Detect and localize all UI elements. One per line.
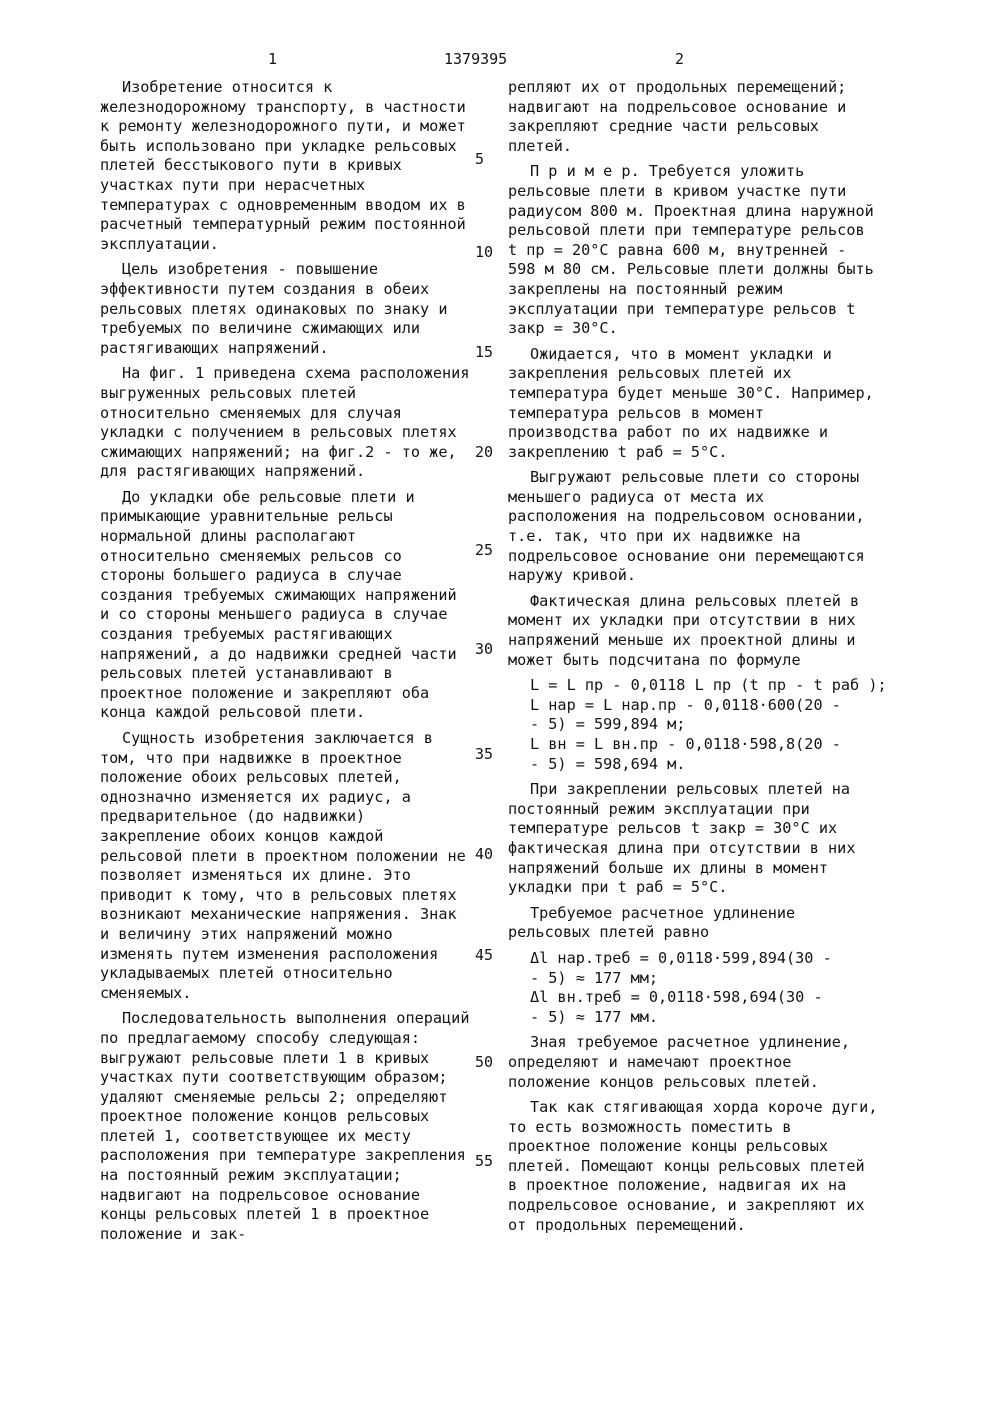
line-number: 55 [475,1152,494,1170]
paragraph-expected-temperature: Ожидается, что в момент укладки и закрепления рельсовых плетей их температура будет меньше 30°C. Например, температура рельсов в момент производства работ по их надвижке и закреплению t раб = 5°C. [508,344,874,461]
left-column [100,78,472,1250]
paragraph-field: Изобретение относится к железнодорожному транспорту, в частности к ремонту железнодорожного пути, и может быть использовано при укладке рельсовых плетей бесстыкового пути в кривых участках пути при нерасчетных температурах с одновременным вводом их в расчетный температурный режим постоянной эксплуатации. [100,78,466,253]
paragraph-example: П р и м е р. Требуется уложить рельсовые плети в кривом участке пути радиусом 800 м. Проектная длина наружной рельсовой плети при температуре рельсов t пр = 20°C равна 600 м, внутренней - 598 м 80 см. Рельсовые плети должны быть закреплены на постоянный режим эксплуатации при температуре рельсов t закр = 30°C. [508,162,874,338]
line-number: 10 [475,243,494,261]
line-number: 50 [475,1053,494,1071]
patent-number: 1379395 [444,50,508,68]
formula-outer-line2: - 5) = 599,894 м; [530,715,686,734]
formula-elongation-outer-line2: - 5) ≈ 177 мм; [530,968,659,987]
paragraph-figures: На фиг. 1 приведена схема расположения выгруженных рельсовых плетей относительно сменяемых для случая укладки с получением в рельсовых плетях сжимающих напряжений; на фиг.2 - то же, для растягивающих напряжений. [100,364,470,481]
paragraph-design-position: Зная требуемое расчетное удлинение, определяют и намечают проектное положение концов рельсовых плетей. [508,1033,851,1091]
paragraph-actual-length: Фактическая длина рельсовых плетей в момент их укладки при отсутствии в них напряжений меньше их проектной длины и может быть подсчитана по формуле [508,591,860,669]
formula-elongation-inner-line1: Δl вн.треб = 0,0118·598,694(30 - [530,988,823,1007]
line-number: 45 [475,946,494,964]
formula-inner-line2: - 5) = 598,694 м. [530,754,686,773]
paragraph-essence: Сущность изобретения заключается в том, что при надвижке в проектное положение обоих рельсовых плетей, однозначно изменяется их радиус, а предварительное (до надвижки) закрепление обоих концов каждой рельсовой плети в проектном положении не позволяет изменяться их длине. Это приводит к тому, что в рельсовых плетях возникают механические напряжения. Знак и величину этих напряжений можно изменять путем изменения расположения укладываемых плетей относительно сменяемых. [100,729,466,1002]
formula-group-length [508,676,887,774]
left-column-number: 1 [268,50,278,68]
paragraph-fixing: При закреплении рельсовых плетей на постоянный режим эксплуатации при температуре рельсов t закр = 30°C их фактическая длина при отсутствии в них напряжений больше их длины в момент укладки при t раб = 5°C. [508,780,856,897]
line-number: 35 [475,745,494,763]
paragraph-sequence: Последовательность выполнения операций по предлагаемому способу следующая: выгружают рельсовые плети 1 в кривых участках пути соответствующим образом; удаляют сменяемые рельсы 2; определяют проектное положение концов рельсовых плетей 1, соответствующее их месту расположения при температуре закрепления на постоянный режим эксплуатации; надвигают на подрельсовое основание концы рельсовых плетей 1 в проектное положение и зак- [100,1009,470,1243]
paragraph-before-laying: До укладки обе рельсовые плети и примыкающие уравнительные рельсы нормальной длины располагают относительно сменяемых рельсов со стороны большего радиуса в случае создания требуемых сжимающих напряжений и со стороны меньшего радиуса в случае создания требуемых растягивающих напряжений, а до надвижки средней части рельсовых плетей устанавливают в проектное положение и закрепляют оба конца каждой рельсовой плети. [100,487,457,722]
line-number: 20 [475,443,494,461]
formula-elongation-outer-line1: Δl нар.треб = 0,0118·599,894(30 - [530,948,832,967]
formula-outer-line1: L нар = L нар.пр - 0,0118·600(20 - [530,695,841,714]
formula-inner-line1: L вн = L вн.пр - 0,0118·598,8(20 - [530,735,841,753]
line-number: 30 [475,640,494,658]
paragraph-continuation: репляют их от продольных перемещений; надвигают на подрельсовое основание и закрепляют средние части рельсовых плетей. [508,78,847,155]
formula-elongation-inner-line2: - 5) ≈ 177 мм. [530,1007,659,1026]
paragraph-unload: Выгружают рельсовые плети со стороны меньшего радиуса от места их расположения на подрельсовом основании, т.е. так, что при их надвижке на подрельсовое основание они перемещаются наружу кривой. [508,468,865,585]
right-column [508,78,887,1241]
line-number: 40 [475,845,494,863]
paragraph-chord: Так как стягивающая хорда короче дуги, то есть возможность поместить в проектное положение концы рельсовых плетей. Помещают концы рельсовых плетей в проектное положение, надвигая их на подрельсовое основание, и закрепляют их от продольных перемещений. [508,1098,878,1234]
right-column-number: 2 [675,50,685,68]
paragraph-goal: Цель изобретения - повышение эффективности путем создания в обеих рельсовых плетях одинаковых по знаку и требуемых по величине сжимающих или растягивающих напряжений. [100,260,448,357]
line-number: 5 [475,150,485,168]
line-number: 15 [475,343,494,361]
formula-group-elongation [508,949,878,1027]
formula-general: L = L пр - 0,0118 L пр (t пр - t раб ); [530,676,887,695]
line-number: 25 [475,541,494,559]
paragraph-required-elongation: Требуемое расчетное удлинение рельсовых плетей равно [508,903,796,942]
